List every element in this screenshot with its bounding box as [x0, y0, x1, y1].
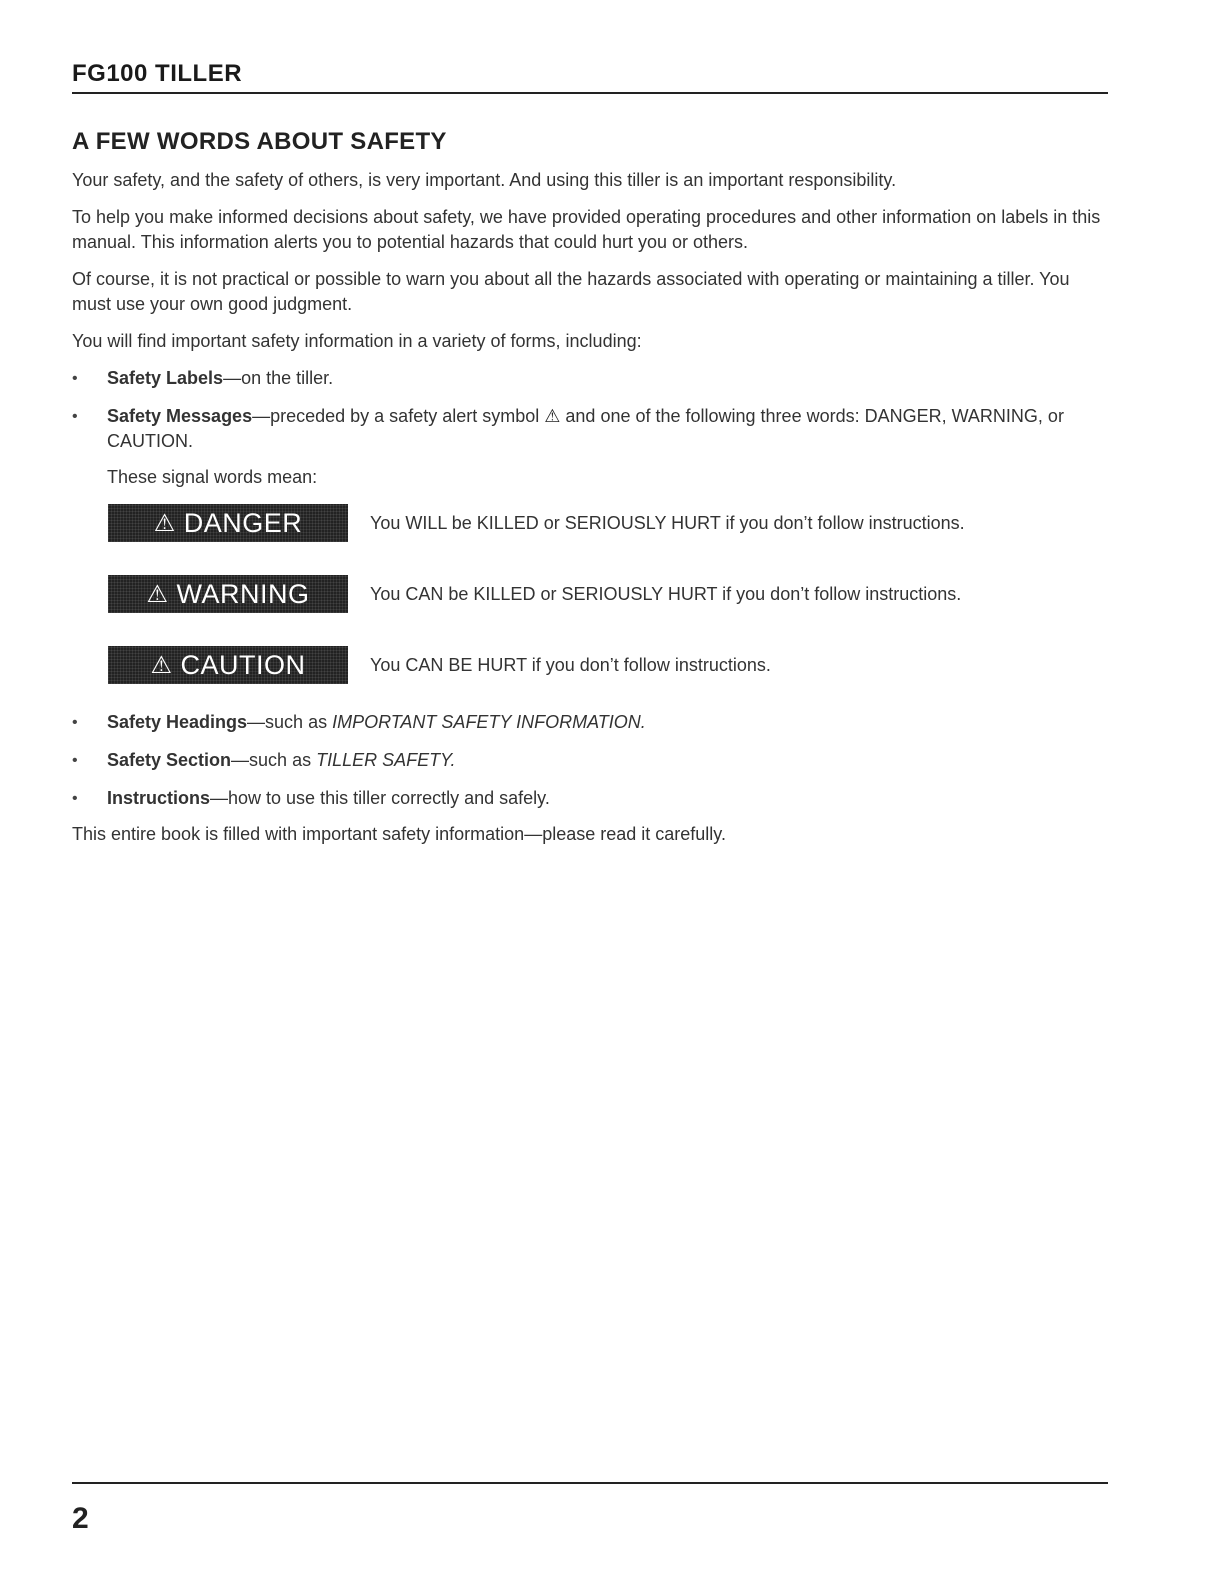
list-item-safety-labels — [72, 366, 1108, 391]
signal-description: You CAN BE HURT if you don’t follow instructions. — [370, 654, 771, 675]
list-item-italic: IMPORTANT SAFETY INFORMATION. — [332, 712, 646, 732]
signal-word: DANGER — [183, 507, 303, 538]
list-item-bold: Instructions — [107, 788, 211, 808]
bullet-icon: • — [72, 408, 78, 425]
list-item-bold: Safety Labels — [107, 368, 224, 388]
safety-forms-list-continued — [72, 710, 1108, 811]
safety-alert-icon: ⚠ — [544, 406, 561, 426]
signal-word: WARNING — [176, 578, 310, 609]
signal-row-danger — [108, 504, 1108, 542]
signal-row-caution — [108, 646, 1108, 684]
list-item-text: —such as — [247, 712, 333, 732]
section-title: A FEW WORDS ABOUT SAFETY — [72, 128, 447, 155]
list-item-text-continued: and one of the following three words: DANGER, WARNING, or CAUTION. — [107, 406, 1064, 451]
list-item-safety-section — [72, 748, 1108, 773]
alert-triangle-icon: ⚠ — [150, 651, 173, 679]
list-item-text: —on the tiller. — [223, 368, 334, 388]
list-item-safety-messages — [72, 404, 1108, 454]
list-item-bold: Safety Headings — [107, 712, 248, 732]
paragraph-2: To help you make informed decisions about safety, we have provided operating procedures and other information on labels in this manual. This information alerts you to potential hazards that could hurt you or others. — [72, 207, 1101, 252]
warning-signal-label — [108, 575, 348, 613]
manual-title: FG100 TILLER — [72, 60, 243, 87]
list-item-text: —preceded by a safety alert symbol — [252, 406, 540, 426]
footer-divider — [72, 1482, 1108, 1484]
paragraph-3: Of course, it is not practical or possible to warn you about all the hazards associated with operating or maintaining a tiller. You must use your own good judgment. — [72, 269, 1070, 314]
bullet-icon: • — [72, 714, 78, 731]
caution-signal-label — [108, 646, 348, 684]
signal-words-intro: These signal words mean: — [107, 467, 318, 487]
main-content — [72, 128, 1108, 859]
alert-triangle-icon: ⚠ — [146, 580, 169, 608]
bullet-icon: • — [72, 790, 78, 807]
list-item-bold: Safety Section — [107, 750, 232, 770]
bullet-icon: • — [72, 370, 78, 387]
list-item-bold: Safety Messages — [107, 406, 253, 426]
paragraph-1: Your safety, and the safety of others, is very important. And using this tiller is an important responsibility. — [72, 170, 897, 190]
bullet-icon: • — [72, 752, 78, 769]
list-item-text: —how to use this tiller correctly and safely. — [210, 788, 550, 808]
page-header — [72, 60, 1108, 94]
safety-forms-list — [72, 366, 1108, 454]
danger-signal-label — [108, 504, 348, 542]
list-item-instructions — [72, 786, 1108, 811]
signal-description: You CAN be KILLED or SERIOUSLY HURT if you don’t follow instructions. — [370, 583, 962, 604]
list-item-italic: TILLER SAFETY. — [316, 750, 456, 770]
signal-row-warning — [108, 575, 1108, 613]
signal-word: CAUTION — [180, 649, 306, 680]
paragraph-4: You will find important safety information in a variety of forms, including: — [72, 331, 642, 351]
closing-paragraph: This entire book is filled with important safety information—please read it carefully. — [72, 824, 726, 844]
page-number: 2 — [72, 1502, 89, 1535]
list-item-safety-headings — [72, 710, 1108, 735]
signal-description: You WILL be KILLED or SERIOUSLY HURT if you don’t follow instructions. — [370, 512, 965, 533]
alert-triangle-icon: ⚠ — [153, 509, 176, 537]
list-item-text: —such as — [231, 750, 317, 770]
